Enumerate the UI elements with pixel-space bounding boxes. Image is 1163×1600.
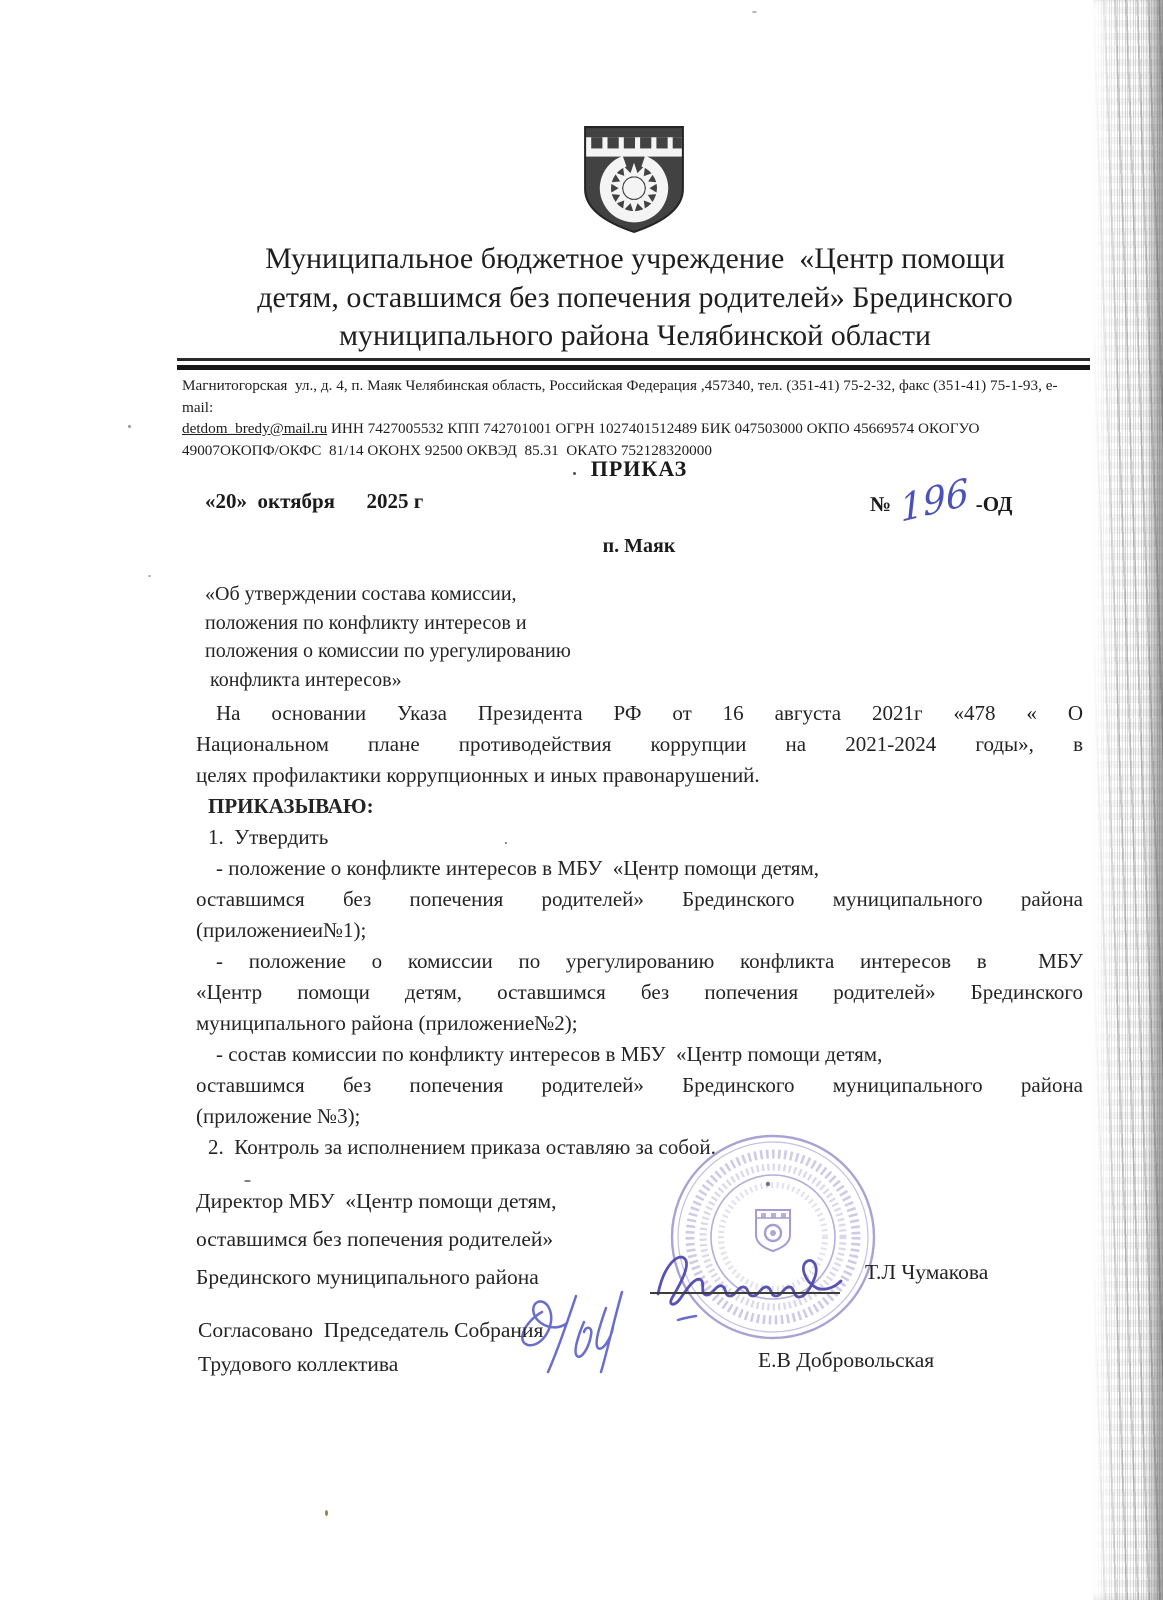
org-title-line: детям, оставшимся без попечения родителей» Брединского — [257, 280, 1013, 314]
org-requisites — [182, 375, 1082, 461]
requisites-line2 — [182, 418, 1082, 440]
body-line: (приложениеи№1); — [196, 918, 367, 942]
body-line: оставшимся без попечения родителей» Брединского муниципального района — [196, 887, 1083, 911]
order-date: «20» октября 2025 г — [205, 489, 424, 513]
body-line: муниципального района (приложение№2); — [196, 1011, 578, 1035]
number-suffix: -ОД — [975, 492, 1013, 516]
order-number — [870, 470, 1013, 531]
body-line: (приложение №3); — [196, 1104, 361, 1128]
body-line: На основании Указа Президента РФ от 16 августа 2021г «478 « О — [216, 701, 1083, 725]
order-place: п. Маяк — [602, 535, 676, 557]
handwritten-number: 196 — [898, 470, 971, 531]
scan-speck — [505, 842, 507, 844]
org-title-line: муниципального района Челябинской области — [338, 319, 931, 352]
body-line: 2. Контроль за исполнением приказа оставляю за собой. — [208, 1135, 716, 1159]
scan-speck — [752, 11, 757, 13]
body-line: оставшимся без попечения родителей» Брединского муниципального района — [196, 1073, 1083, 1097]
order-title: ПРИКАЗ — [590, 456, 688, 481]
header-divider-thick — [177, 365, 1090, 370]
subject-line: положения о комиссии по урегулированию — [205, 640, 571, 662]
requisites-line3: 49007ОКОПФ/ОКФС 81/14 ОКОНХ 92500 ОКВЭД 85.31 ОКАТО 752128320000 — [182, 441, 712, 459]
coat-of-arms-icon — [581, 124, 687, 234]
body-line: 1. Утвердить — [208, 825, 329, 849]
director-title-line: оставшимся без попечения родителей» — [196, 1227, 554, 1251]
body-line: - состав комиссии по конфликту интересов в МБУ «Центр помощи детям, — [216, 1042, 883, 1066]
scan-speck — [128, 425, 131, 428]
scan-speck — [244, 1180, 251, 1182]
header-divider-thin — [177, 358, 1090, 361]
scan-speck — [325, 1510, 328, 1516]
chair-name: Е.В Добровольская — [758, 1348, 935, 1372]
order-subject — [205, 580, 745, 694]
body-line: Национальном плане противодействия коррупции на 2021-2024 годы», в — [196, 732, 1083, 756]
body-line-prikazyvayu: ПРИКАЗЫВАЮ: — [208, 794, 374, 818]
body-line: - положение о комиссии по урегулированию конфликта интересов в МБУ — [216, 949, 1083, 973]
requisites-line1: Магнитогорская ул., д. 4, п. Маяк Челябинская область, Российская Федерация ,457340, тел. (351-41) 75-2-32, факс (351-41) 75-1-93, e-mail: — [182, 377, 1058, 416]
requisites-line2-rest: ИНН 7427005532 КПП 742701001 ОГРН 1027401512489 БИК 047503000 ОКПО 45669574 ОКОГУО — [327, 420, 980, 437]
number-prefix: № — [870, 492, 892, 516]
agreed-by-line2: Трудового коллектива — [198, 1352, 399, 1376]
body-line: целях профилактики коррупционных и иных правонарушений. — [196, 763, 760, 787]
subject-line: «Об утверждении состава комиссии, — [205, 583, 517, 605]
director-name: Т.Л Чумакова — [865, 1260, 989, 1284]
director-title-line: Директор МБУ «Центр помощи детям, — [196, 1189, 557, 1213]
signature-line — [650, 1292, 840, 1294]
order-body — [196, 698, 1083, 1163]
org-email: detdom_bredy@mail.ru — [182, 420, 328, 437]
subject-line: положения по конфликту интересов и — [205, 611, 527, 634]
scan-edge-artifact — [1093, 0, 1163, 1600]
body-line: «Центр помощи детям, оставшимся без попечения родителей» Брединского — [196, 980, 1083, 1004]
agreed-by-line1: Согласовано Председатель Собрания — [198, 1318, 544, 1342]
scan-speck — [148, 575, 151, 577]
director-title-line: Брединского муниципального района — [196, 1265, 539, 1289]
body-line: - положение о конфликте интересов в МБУ «Центр помощи детям, — [216, 856, 819, 880]
org-title — [130, 240, 1140, 356]
org-title-line: Муниципальное бюджетное учреждение «Центр помощи — [265, 242, 1005, 275]
subject-line: конфликта интересов» — [205, 668, 402, 691]
director-title-block — [196, 1182, 716, 1296]
